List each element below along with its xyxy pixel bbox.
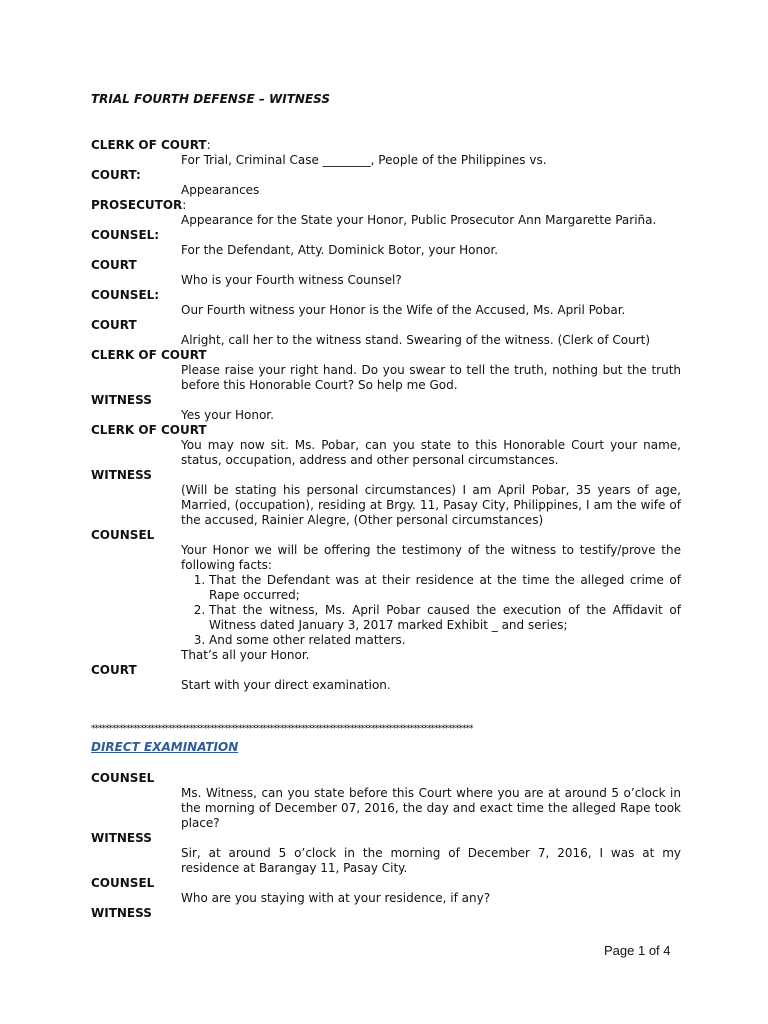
- speech-text: Who are you staying with at your residence, if any?: [181, 891, 491, 905]
- speech-text: Start with your direct examination.: [181, 678, 391, 692]
- speech-text: You may now sit. Ms. Pobar, can you state to this Honorable Court your name, status, occupation, address and other personal circumstances.: [181, 438, 681, 467]
- direct-examination: [91, 771, 681, 921]
- speaker-label: WITNESS: [91, 468, 152, 482]
- speaker-label: WITNESS: [91, 906, 152, 920]
- speech-text: Yes your Honor.: [181, 408, 274, 422]
- speaker-label: CLERK OF COURT: [91, 348, 207, 362]
- speaker-label: WITNESS: [91, 831, 152, 845]
- speech-text: Alright, call her to the witness stand. Swearing of the witness. (Clerk of Court): [181, 333, 651, 347]
- speech-text: For the Defendant, Atty. Dominick Botor, your Honor.: [181, 243, 499, 257]
- speaker-label: COURT: [91, 663, 137, 677]
- speech-text: Appearance for the State your Honor, Public Prosecutor Ann Margarette Pariña.: [181, 213, 657, 227]
- list-item: 2. That the witness, Ms. April Pobar caused the execution of the Affidavit of Witness dated January 3, 2017 marked Exhibit _ and series;: [209, 603, 681, 633]
- speaker-label: COURT:: [91, 168, 141, 182]
- speech-text: Your Honor we will be offering the testimony of the witness to testify/prove the following facts:: [181, 543, 681, 572]
- speaker-label: CLERK OF COURT: [91, 423, 207, 437]
- page-number: Page 1 of 4: [604, 943, 671, 958]
- speaker-label: PROSECUTOR:: [91, 198, 187, 212]
- list-item: 3. And some other related matters.: [209, 633, 681, 648]
- speaker-label: COUNSEL: [91, 528, 155, 542]
- section-heading: DIRECT EXAMINATION: [91, 740, 239, 754]
- speech-text: Please raise your right hand. Do you swear to tell the truth, nothing but the truth before this Honorable Court? So help me God.: [181, 363, 681, 392]
- speech-text: Ms. Witness, can you state before this Court where you are at around 5 o’clock in the morning of December 07, 2016, the day and exact time the alleged Rape took place?: [181, 786, 681, 830]
- facts-list: [181, 573, 681, 648]
- speaker-label: WITNESS: [91, 393, 152, 407]
- speaker-label: COUNSEL:: [91, 288, 160, 302]
- speech-text: That’s all your Honor.: [181, 648, 310, 662]
- speaker-label: COUNSEL: [91, 771, 155, 785]
- separator: *************************************************************************************************************: [91, 724, 473, 734]
- speaker-label: COUNSEL:: [91, 228, 160, 242]
- speaker-label: COUNSEL: [91, 876, 155, 890]
- speech-text: For Trial, Criminal Case ________, People of the Philippines vs.: [181, 153, 547, 167]
- speech-text: (Will be stating his personal circumstances) I am April Pobar, 35 years of age, Married, (occupation), residing at Brgy. 11, Pasay City, Philippines, I am the wife of the accused, Rainier Alegre, (Other personal circumstances): [181, 483, 681, 527]
- speech-text: Appearances: [181, 183, 260, 197]
- speech-text: Our Fourth witness your Honor is the Wife of the Accused, Ms. April Pobar.: [181, 303, 626, 317]
- speech-text: Who is your Fourth witness Counsel?: [181, 273, 402, 287]
- list-item: 1. That the Defendant was at their residence at the time the alleged crime of Rape occurred;: [209, 573, 681, 603]
- speaker-label: CLERK OF COURT:: [91, 138, 211, 152]
- document-title: TRIAL FOURTH DEFENSE – WITNESS: [91, 92, 331, 106]
- speaker-label: COURT: [91, 318, 137, 332]
- transcript: [91, 138, 681, 693]
- facts-list-block: [181, 573, 681, 648]
- speech-text: Sir, at around 5 o’clock in the morning of December 7, 2016, I was at my residence at Barangay 11, Pasay City.: [181, 846, 681, 875]
- speaker-label: COURT: [91, 258, 137, 272]
